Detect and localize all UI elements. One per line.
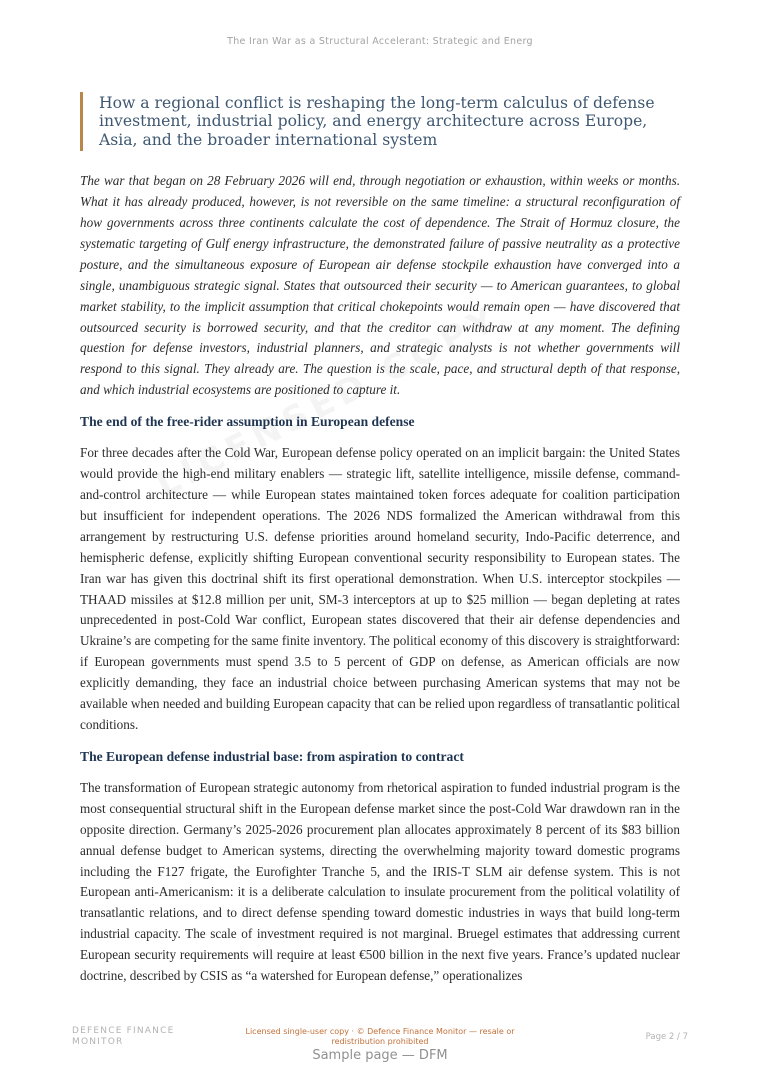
- page-number: Page 2 / 7: [645, 1032, 688, 1042]
- section-paragraph-industrial-base: The transformation of European strategic autonomy from rhetorical aspiration to funded industrial program is the most consequential structural shift in the European defense market since the post-Cold War drawdown ran in the opposite direction. Germany’s 2025-2026 procurement plan allocates approximately 8 percent of its $83 billion annual defense budget to American systems, directing the overwhelming majority toward domestic programs including the F127 frigate, the Eurofighter Tranche 5, and the IRIS-T SLM air defense system. This is not European anti-Americanism: it is a deliberate calculation to insulate procurement from the political volatility of transatlantic relations, and to direct defense spending toward domestic industries in ways that build long-term industrial capacity. The scale of investment required is not marginal. Bruegel estimates that addressing current European security requirements will require at least €500 billion in the next five years. France’s updated nuclear doctrine, described by CSIS as “a watershed for European defense,” operationalizes: [80, 779, 680, 984]
- section-heading-free-rider: The end of the free-rider assumption in European defense: [80, 414, 415, 430]
- standfirst: How a regional conflict is reshaping the long-term calculus of defense investment, industrial policy, and energy architecture across Europe, Asia, and the broader international system: [80, 92, 680, 151]
- lede-paragraph: The war that began on 28 February 2026 will end, through negotiation or exhaustion, within weeks or months. What it has already produced, however, is not reversible on the same timeline: a structural reconfiguration of how governments across three continents calculate the cost of dependence. The Strait of Hormuz closure, the systematic targeting of Gulf energy infrastructure, the demonstrated failure of passive neutrality as a protective posture, and the simultaneous exposure of European air defense stockpile exhaustion have converged into a single, unambiguous strategic signal. States that outsourced their security — to American guarantees, to global market stability, to the implicit assumption that critical chokepoints would remain open — have discovered that outsourced security is borrowed security, and that the creditor can withdraw at any moment. The defining question for defense investors, industrial planners, and strategic analysts is not whether governments will respond to this signal. They already are. The question is the scale, pace, and structural depth of that response, and which industrial ecosystems are positioned to capture it.: [80, 173, 680, 398]
- sample-page-label: Sample page — DFM: [312, 1048, 448, 1063]
- footer-brand: [72, 1026, 174, 1048]
- footer-license-notice: Licensed single-user copy · © Defence Finance Monitor — resale or redistribution prohibited: [245, 1027, 515, 1046]
- footer-brand-line2: MONITOR: [72, 1037, 124, 1047]
- section-heading-industrial-base: The European defense industrial base: from aspiration to contract: [80, 748, 464, 764]
- article-body: [80, 92, 680, 987]
- running-header: The Iran War as a Structural Accelerant: Strategic and Energ: [227, 36, 533, 47]
- section-paragraph-free-rider: For three decades after the Cold War, European defense policy operated on an implicit bargain: the United States would provide the high-end military enablers — strategic lift, satellite intelligence, missile defense, command-and-control architecture — while European states maintained token forces adequate for coalition participation but insufficient for independent operations. The 2026 NDS formalized the American withdrawal from this arrangement by restructuring U.S. defense priorities around homeland security, Indo-Pacific deterrence, and hemispheric defense, explicitly shifting European conventional security responsibility to European states. The Iran war has given this doctrinal shift its first operational demonstration. When U.S. interceptor stockpiles — THAAD missiles at $12.8 million per unit, SM-3 interceptors at up to $25 million — began depleting at rates unprecedented in post-Cold War conflict, European states discovered that their air defense dependencies and Ukraine’s are competing for the same finite inventory. The political economy of this discovery is straightforward: if European governments must spend 3.5 to 5 percent of GDP on defense, as American officials are now explicitly demanding, they face an industrial choice between purchasing American systems that may not be available when needed and building European capacity that can be relied upon regardless of transatlantic political conditions.: [80, 445, 680, 732]
- footer-brand-line1: DEFENCE FINANCE: [72, 1026, 175, 1036]
